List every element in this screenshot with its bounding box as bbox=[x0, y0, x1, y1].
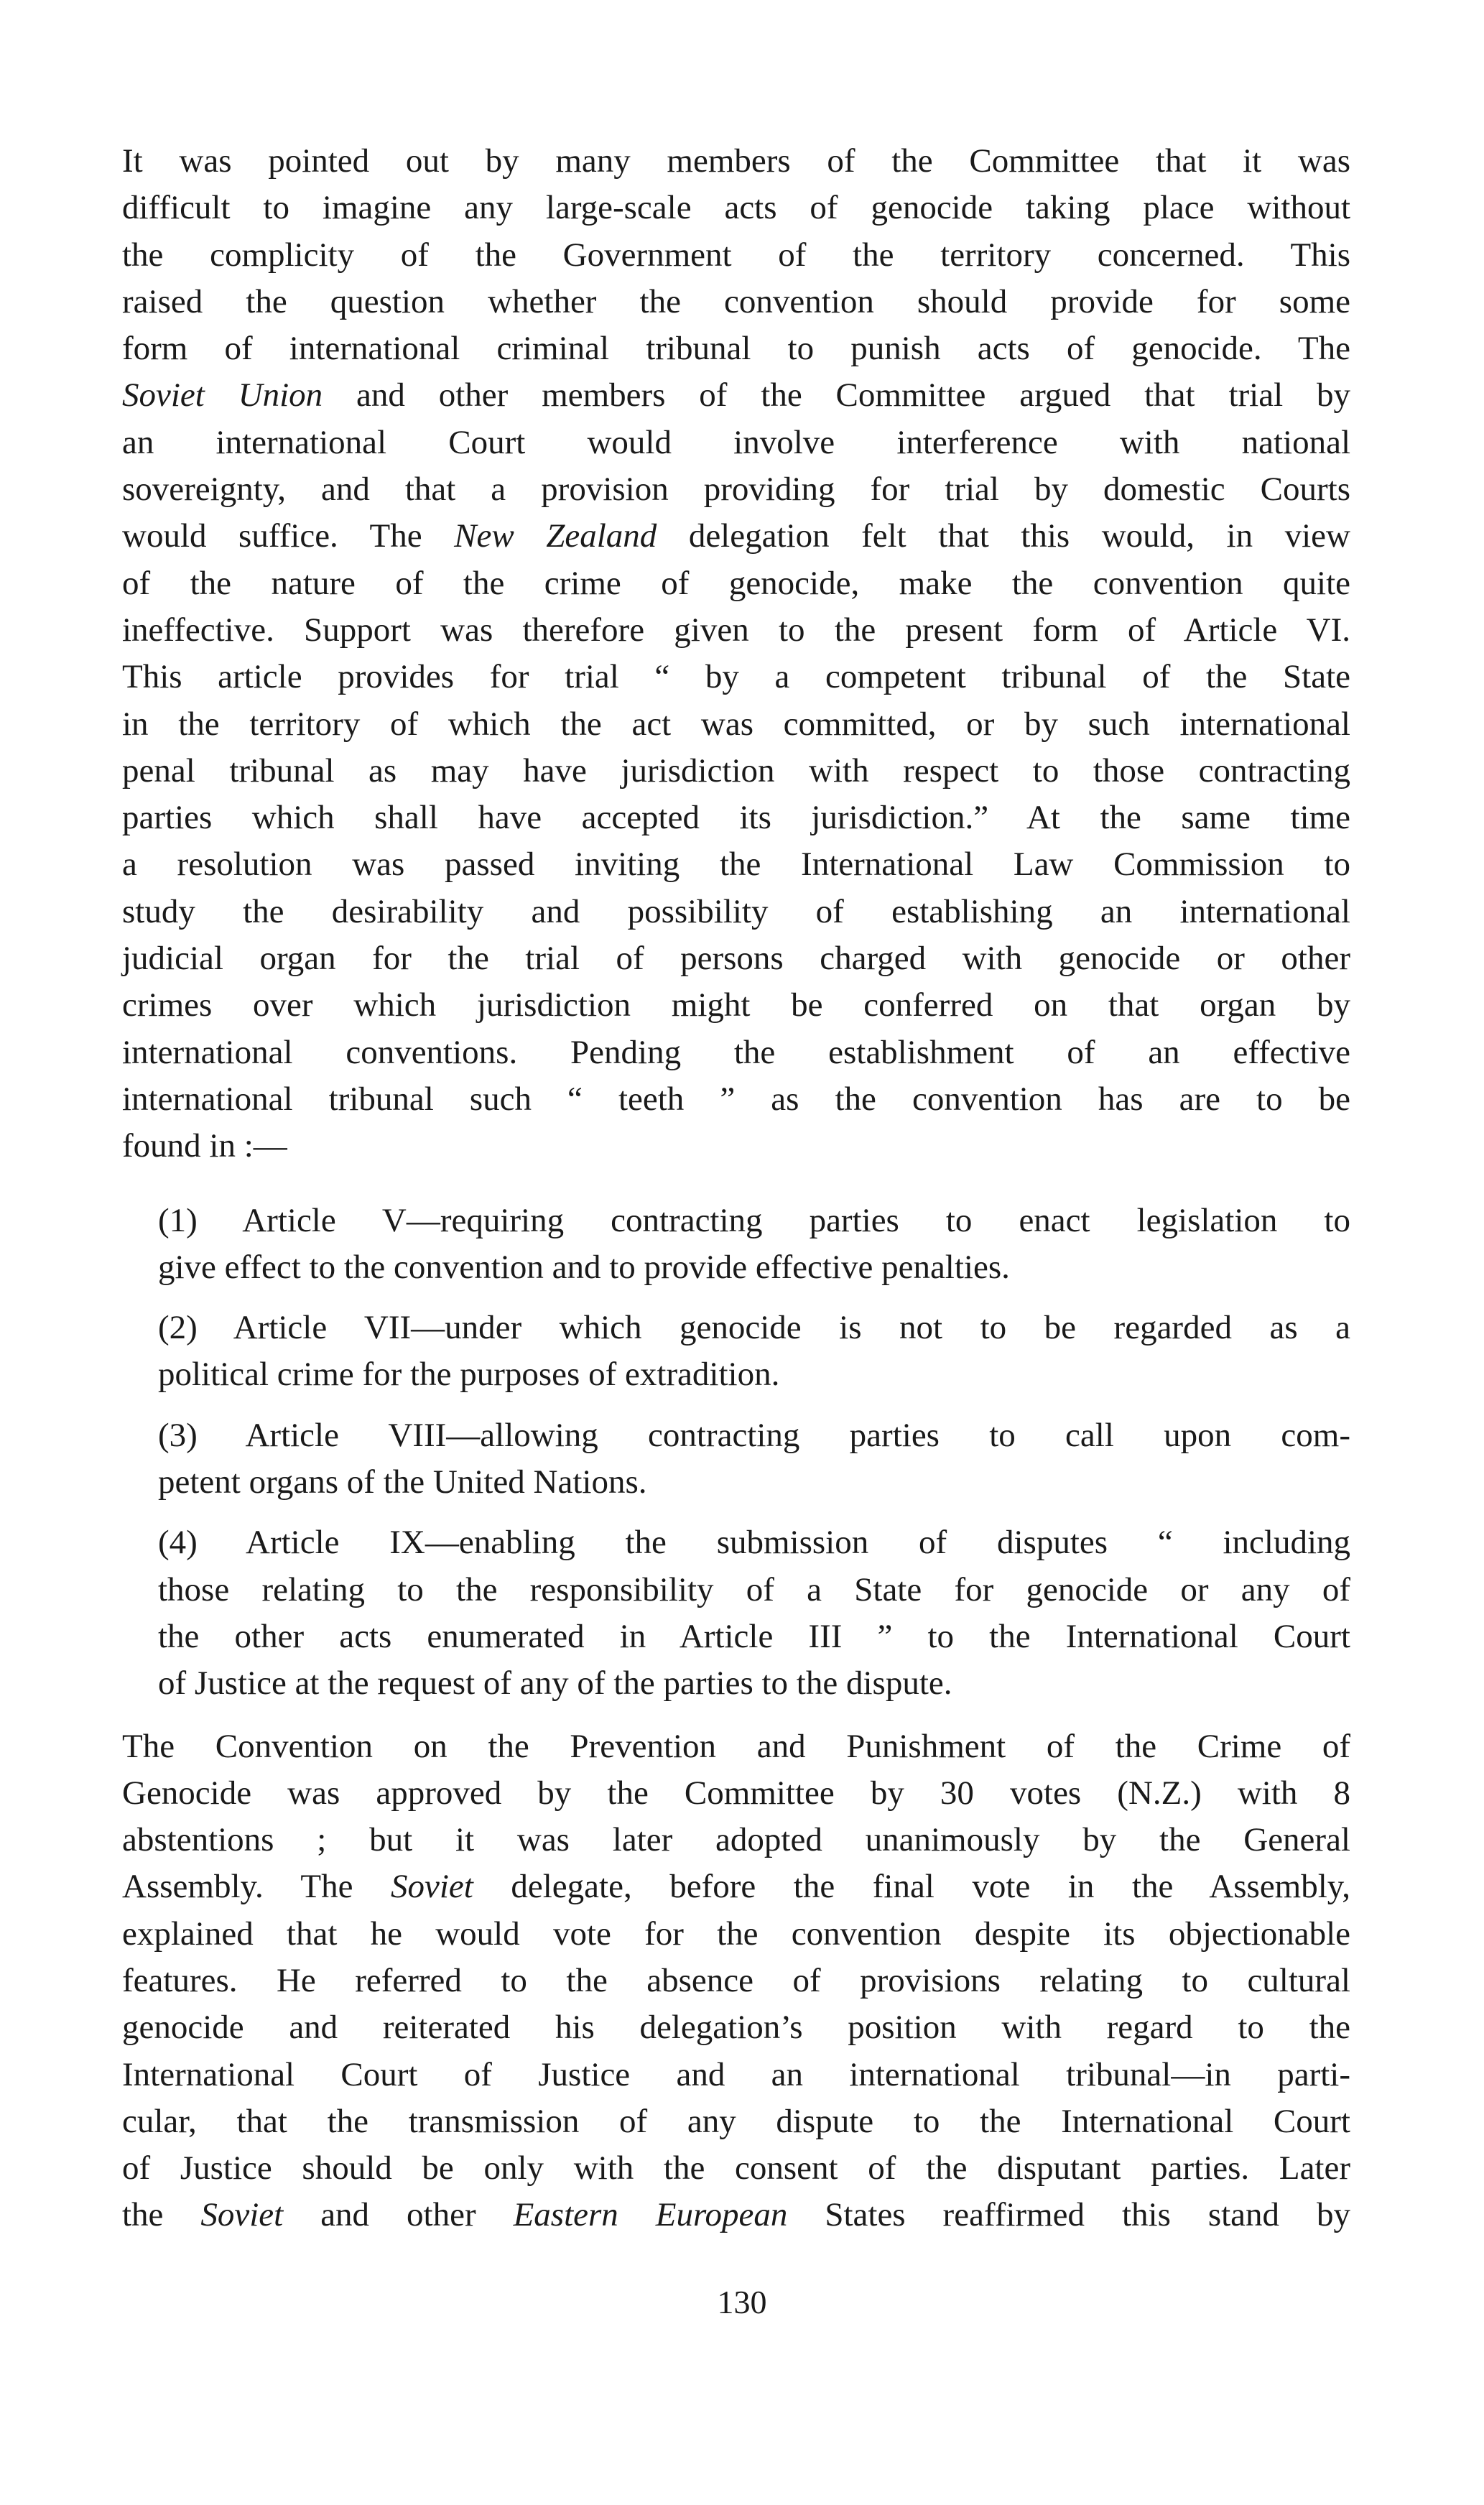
text-line: (3) Article VIII—allowing contracting parties to call upon com- bbox=[158, 1416, 1350, 1454]
text-fragment: States reaffirmed this stand by bbox=[787, 2196, 1351, 2234]
text-line: form of international criminal tribunal to punish acts of genocide. The bbox=[122, 330, 1350, 368]
text-line: political crime for the purposes of extradition. bbox=[158, 1356, 780, 1394]
text-line: genocide and reiterated his delegation’s position with regard to the bbox=[122, 2009, 1350, 2047]
text-line: those relating to the responsibility of a State for genocide or any of bbox=[158, 1570, 1350, 1608]
text-line bbox=[122, 2192, 1350, 2238]
italic-term: Soviet bbox=[200, 2196, 284, 2234]
text-line: found in :— bbox=[122, 1127, 287, 1165]
paragraph-1 bbox=[122, 138, 1350, 1170]
text-line: the complicity of the Government of the territory concerned. This bbox=[122, 236, 1350, 274]
text-line: cular, that the transmission of any dispute to the International Court bbox=[122, 2102, 1350, 2140]
text-line: an international Court would involve interference with national bbox=[122, 423, 1350, 461]
text-line: explained that he would vote for the convention despite its objectionable bbox=[122, 1914, 1350, 1953]
italic-term: Eastern European bbox=[513, 2196, 788, 2234]
text-line: of Justice should be only with the consent of the disputant parties. Later bbox=[122, 2149, 1350, 2187]
text-fragment: and other members of the Committee argued that trial by bbox=[323, 376, 1350, 415]
text-line: (2) Article VII—under which genocide is not to be regarded as a bbox=[158, 1309, 1350, 1347]
page-body bbox=[122, 138, 1350, 2239]
text-line: of the nature of the crime of genocide, make the convention quite bbox=[122, 564, 1350, 602]
text-line: difficult to imagine any large-scale acts of genocide taking place without bbox=[122, 189, 1350, 227]
text-fragment: the bbox=[122, 2196, 201, 2234]
text-line: in the territory of which the act was committed, or by such international bbox=[122, 705, 1350, 743]
text-line: give effect to the convention and to provide effective penalties. bbox=[158, 1248, 1010, 1286]
text-fragment: Assembly. The bbox=[122, 1868, 391, 1906]
text-line: (1) Article V—requiring contracting parties to enact legislation to bbox=[158, 1201, 1350, 1239]
text-line bbox=[122, 513, 1350, 560]
list-item-article-v bbox=[122, 1198, 1350, 1292]
text-fragment: delegation felt that this would, in view bbox=[657, 517, 1350, 555]
text-line: ineffective. Support was therefore given to the present form of Article VI. bbox=[122, 611, 1350, 649]
text-line: raised the question whether the convention should provide for some bbox=[122, 282, 1350, 320]
text-line: parties which shall have accepted its jurisdiction.” At the same time bbox=[122, 799, 1350, 837]
text-fragment: would suffice. The bbox=[122, 517, 455, 555]
italic-term: New Zealand bbox=[454, 517, 657, 555]
text-line: This article provides for trial “ by a competent tribunal of the State bbox=[122, 658, 1350, 696]
text-line: petent organs of the United Nations. bbox=[158, 1463, 647, 1501]
text-line: judicial organ for the trial of persons charged with genocide or other bbox=[122, 940, 1350, 978]
text-line: International Court of Justice and an international tribunal—in parti- bbox=[122, 2055, 1350, 2093]
text-line: study the desirability and possibility of establishing an international bbox=[122, 892, 1350, 930]
paragraph-2 bbox=[122, 1723, 1350, 2239]
text-line: international tribunal such “ teeth ” as the convention has are to be bbox=[122, 1080, 1350, 1118]
text-line: Genocide was approved by the Committee by 30 votes (N.Z.) with 8 bbox=[122, 1774, 1350, 1812]
text-line: The Convention on the Prevention and Punishment of the Crime of bbox=[122, 1727, 1350, 1765]
italic-term: Soviet bbox=[391, 1868, 473, 1906]
text-fragment: and other bbox=[283, 2196, 514, 2234]
text-line: sovereignty, and that a provision providing for trial by domestic Courts bbox=[122, 471, 1350, 509]
text-line: features. He referred to the absence of provisions relating to cultural bbox=[122, 1961, 1350, 1999]
text-fragment: delegate, before the final vote in the Assembly, bbox=[473, 1868, 1351, 1906]
text-line: penal tribunal as may have jurisdiction with respect to those contracting bbox=[122, 751, 1350, 790]
list-item-article-viii bbox=[122, 1412, 1350, 1506]
list-item-article-ix bbox=[122, 1519, 1350, 1707]
text-line: (4) Article IX—enabling the submission of disputes “ including bbox=[158, 1524, 1350, 1562]
list-item-article-vii bbox=[122, 1305, 1350, 1399]
text-line bbox=[122, 1863, 1350, 1910]
text-line bbox=[122, 372, 1350, 419]
text-line: abstentions ; but it was later adopted unanimously by the General bbox=[122, 1821, 1350, 1859]
text-line: international conventions. Pending the establishment of an effective bbox=[122, 1033, 1350, 1071]
text-line: crimes over which jurisdiction might be conferred on that organ by bbox=[122, 986, 1350, 1024]
text-line: It was pointed out by many members of the Committee that it was bbox=[122, 142, 1350, 180]
text-line: a resolution was passed inviting the International Law Commission to bbox=[122, 846, 1350, 884]
text-line: the other acts enumerated in Article III ” to the International Court bbox=[158, 1617, 1350, 1655]
text-line: of Justice at the request of any of the parties to the dispute. bbox=[158, 1664, 952, 1703]
article-list bbox=[122, 1198, 1350, 1708]
page-number: 130 bbox=[717, 2284, 767, 2320]
italic-term: Soviet Union bbox=[122, 376, 323, 415]
